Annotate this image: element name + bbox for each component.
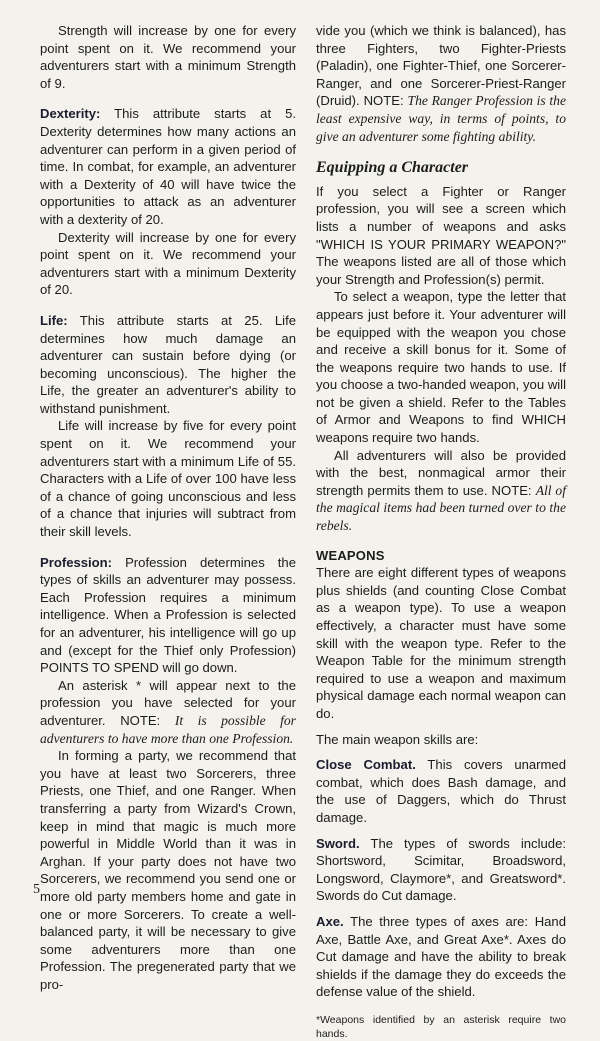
dexterity-paragraph-2: Dexterity will increase by one for every point spent on it. We recommend your adventurers start with a minimum Dexterity of 20. xyxy=(40,229,296,298)
life-term: Life: xyxy=(40,312,68,328)
dexterity-text: This attribute starts at 5. Dexterity determines how many actions an adventurer can perform in a given period of time. In combat, for example, an adventurer with a Dexterity of 40 will have twice the opportunities to attack as an adventurer with a dexterity of 20. xyxy=(40,106,296,227)
party-cont-text: vide you (which we think is balanced), has three Fighters, two Fighter-Priests (Paladin), one Fighter-Thief, one Sorcerer-Ranger, and one Sorcerer-Priest-Ranger (Druid). NOTE: xyxy=(316,23,566,109)
armor-text: All adventurers will also be provided with the best, nonmagical armor their strength permits them to use. NOTE: xyxy=(316,447,566,498)
profession-paragraph-2 xyxy=(40,677,296,747)
sword-text: The types of swords include: Shortsword, Scimitar, Broadsword, Longsword, Claymore*, and Greatsword*. Swords do Cut damage. xyxy=(316,835,566,904)
dexterity-term: Dexterity: xyxy=(40,106,101,122)
weapons-heading: WEAPONS xyxy=(316,547,385,563)
party-paragraph-cont xyxy=(316,22,566,145)
sword-term: Sword. xyxy=(316,835,360,851)
page-number: 5 xyxy=(33,882,40,897)
axe-term: Axe. xyxy=(316,913,344,929)
profession-text: Profession determines the types of skills an adventurer may possess. Each Profession requires a minimum intelligence. When a Profession is selected for an adventurer, his intelligence will go up and (except for the Thief only Profession) POINTS TO SPEND will go down. xyxy=(40,554,296,676)
strength-paragraph: Strength will increase by one for every point spent on it. We recommend your adventurers start with a minimum Strength of 9. xyxy=(40,23,296,91)
asterisk-text: An asterisk * will appear next to the profession you have selected for your adventurer. NOTE: xyxy=(40,677,296,728)
dexterity-paragraph xyxy=(40,105,296,228)
sword-paragraph xyxy=(316,835,566,905)
left-column xyxy=(40,22,296,993)
close-combat-paragraph xyxy=(316,756,566,826)
skills-intro: The main weapon skills are: xyxy=(316,731,479,747)
footnote: *Weapons identified by an asterisk require two hands. xyxy=(316,1013,566,1040)
life-paragraph xyxy=(40,312,296,418)
equip-paragraph-3 xyxy=(316,447,566,535)
profession-term: Profession: xyxy=(40,554,113,570)
close-combat-text: This covers unarmed combat, which does Bash damage, and the use of Daggers, which do Thrust damage. xyxy=(316,757,566,825)
right-column xyxy=(316,22,566,1041)
close-combat-term: Close Combat. xyxy=(316,757,416,773)
profession-paragraph xyxy=(40,554,296,677)
equipping-heading: Equipping a Character xyxy=(316,159,469,177)
equip-paragraph-1: If you select a Fighter or Ranger profession, you will see a screen which lists a number of weapons and asks "WHICH IS YOUR PRIMARY WEAPON?" The weapons listed are all of those which your Strength and Profession(s) permit. xyxy=(316,183,566,287)
equip-paragraph-2: To select a weapon, type the letter that appears just before it. Your adventurer will be equipped with the weapon you chose and receive a skill bonus for it. Some of the weapons require two hands to use. If you choose a two-handed weapon, you will not be given a shield. Refer to the Tables of Armor and Weapons to find WHICH weapons require two hands. xyxy=(316,289,566,446)
party-paragraph: In forming a party, we recommend that you have at least two Sorcerers, three Priests, one Thief, and one Ranger. When transferring a party from Wizard's Crown, keep in mind that magic is much more powerful in Middle World than it was in Arghan. If your party does not have two Sorcerers, we recommend you send one or more old party members home and gate in one or more Sorcerers. To create a well-balanced party, it will be necessary to give some adventurers more than one Profession. The pregenerated party that we pro- xyxy=(40,748,296,992)
life-text: This attribute starts at 25. Life determines how much damage an adventurer can sustain before dying (or becoming unconscious). The higher the Life, the greater an adventurer's ability to withstand punishment. xyxy=(40,312,296,416)
weapons-paragraph: There are eight different types of weapons plus shields (and counting Close Combat as a weapon type). To use a weapon effectively, a character must have some skill with the weapon type. Refer to the Weapon Table for the minimum strength required to use a weapon and maximum physical damage each normal weapon can do. xyxy=(316,565,566,721)
axe-paragraph xyxy=(316,913,566,1001)
profession-note: It is possible for adventurers to have more than one Profession. xyxy=(40,712,296,746)
ranger-note: The Ranger Profession is the least expensive way, in terms of points, to give an adventurer some fighting ability. xyxy=(316,93,566,144)
axe-text: The three types of axes are: Hand Axe, Battle Axe, and Great Axe*. Axes do Cut damage and have the ability to break shields if the damage they do exceeds the defense value of the shield. xyxy=(316,913,566,1000)
magic-items-note: All of the magical items had been turned over to the rebels. xyxy=(316,482,566,534)
life-paragraph-2: Life will increase by five for every point spent on it. We recommend your adventurers start with a minimum Life of 55. Characters with a Life of over 100 have less of a chance of going unconscious and less of a chance that injuries will subtract from their skill levels. xyxy=(40,418,296,540)
